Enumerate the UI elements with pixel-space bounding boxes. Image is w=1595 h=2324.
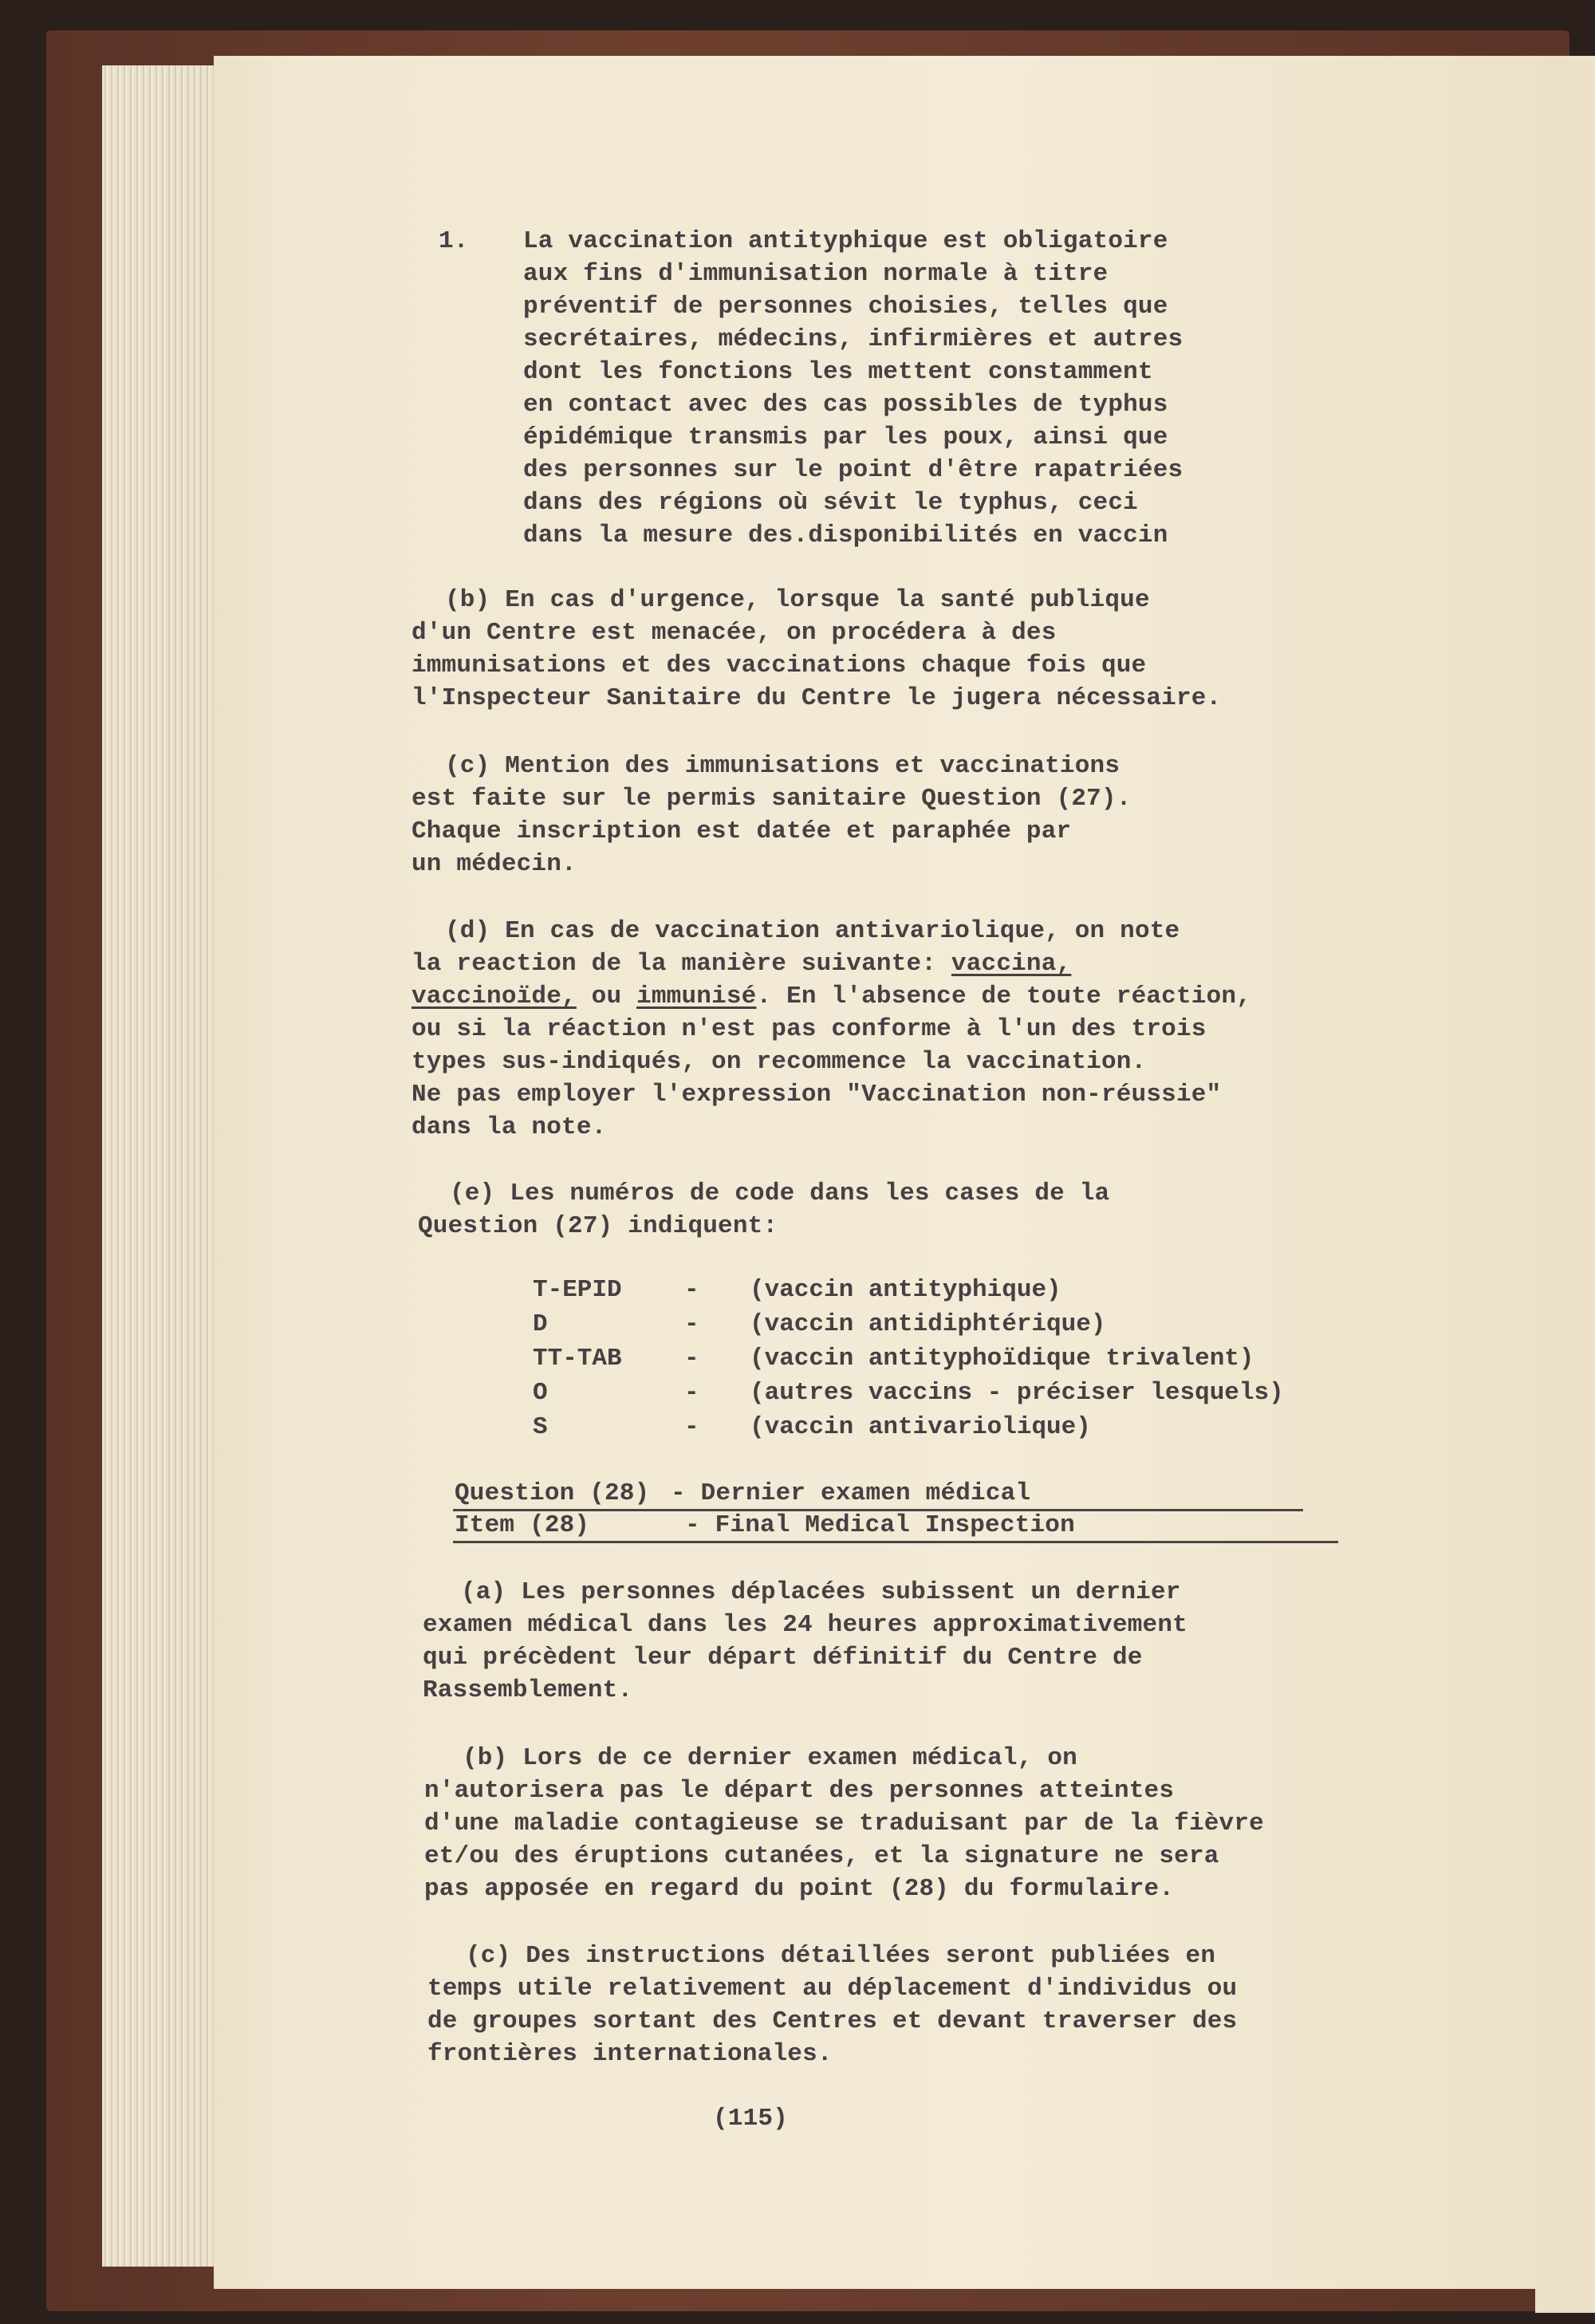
q28-b-line: et/ou des éruptions cutanées, et la signature ne sera (424, 1842, 1219, 1870)
item1-line: dont les fonctions les mettent constamment (523, 358, 1153, 386)
item1-line: dans la mesure des.disponibilités en vaccin (523, 522, 1168, 549)
para-d-line: ou si la réaction n'est pas conforme à l'un des trois (412, 1015, 1207, 1043)
code-dash: - (684, 1310, 699, 1338)
para-d-text: la reaction de la manière suivante: (412, 950, 951, 978)
para-b-line: immunisations et des vaccinations chaque fois que (412, 652, 1147, 679)
code-dash: - (684, 1413, 699, 1441)
para-d-line: types sus-indiqués, on recommence la vaccination. (412, 1048, 1147, 1076)
code-label: O (533, 1379, 548, 1407)
para-d-text: ou (576, 983, 637, 1010)
code-label: D (533, 1310, 548, 1338)
q28-a-line: examen médical dans les 24 heures approximativement (423, 1611, 1187, 1639)
para-e-line: Question (27) indiquent: (418, 1212, 778, 1240)
code-description: (vaccin antityphique) (750, 1276, 1061, 1304)
code-description: (vaccin antidiphtérique) (750, 1310, 1106, 1338)
q28-c-line: (c) Des instructions détaillées seront publiées en (466, 1942, 1216, 1970)
heading-en-title: - Final Medical Inspection (685, 1511, 1075, 1539)
code-dash: - (684, 1379, 699, 1407)
term-vaccina: vaccina, (951, 950, 1072, 978)
item1-line: dans des régions où sévit le typhus, ceci (523, 489, 1138, 517)
para-d-line (412, 980, 1251, 1014)
item1-line: préventif de personnes choisies, telles que (523, 293, 1168, 321)
para-b-line: (b) En cas d'urgence, lorsque la santé publique (445, 586, 1150, 614)
item1-line: en contact avec des cas possibles de typhus (523, 391, 1168, 419)
code-description: (vaccin antityphoïdique trivalent) (750, 1345, 1254, 1373)
q28-b-line: d'une maladie contagieuse se traduisant par de la fièvre (424, 1810, 1264, 1838)
facing-page-edge (1535, 56, 1595, 2313)
para-d-line: Ne pas employer l'expression "Vaccination non-réussie" (412, 1081, 1222, 1109)
term-immunise: immunisé (636, 983, 757, 1010)
code-dash: - (684, 1276, 699, 1304)
code-label: TT-TAB (533, 1345, 622, 1373)
para-e-line: (e) Les numéros de code dans les cases de la (450, 1180, 1110, 1207)
item1-line: secrétaires, médecins, infirmières et autres (523, 325, 1183, 353)
para-c-line: un médecin. (412, 850, 577, 878)
para-d-text: . En l'absence de toute réaction, (756, 983, 1251, 1010)
item1-line: aux fins d'immunisation normale à titre (523, 260, 1109, 288)
para-c-line: (c) Mention des immunisations et vaccinations (445, 752, 1120, 780)
q28-c-line: frontières internationales. (427, 2040, 833, 2068)
q28-a-line: (a) Les personnes déplacées subissent un dernier (461, 1578, 1181, 1606)
para-b-line: d'un Centre est menacée, on procédera à des (412, 619, 1057, 647)
q28-c-line: temps utile relativement au déplacement d'individus ou (427, 1975, 1238, 2003)
item1-line: La vaccination antityphique est obligatoire (523, 227, 1168, 255)
code-label: T-EPID (533, 1276, 622, 1304)
term-vaccinoide: vaccinoïde, (412, 983, 577, 1010)
item1-number: 1. (439, 227, 469, 255)
page-edges (102, 65, 230, 2267)
heading-fr-title: - Dernier examen médical (671, 1479, 1031, 1507)
code-dash: - (684, 1345, 699, 1373)
para-c-line: est faite sur le permis sanitaire Question (27). (412, 785, 1132, 813)
page-number: (115) (713, 2105, 789, 2133)
item1-line: des personnes sur le point d'être rapatriées (523, 456, 1183, 484)
q28-b-line: pas apposée en regard du point (28) du formulaire. (424, 1875, 1175, 1903)
item1-line: épidémique transmis par les poux, ainsi que (523, 423, 1168, 451)
heading-rule (453, 1541, 1338, 1543)
q28-b-line: n'autorisera pas le départ des personnes atteintes (424, 1777, 1175, 1805)
q28-b-line: (b) Lors de ce dernier examen médical, on (463, 1744, 1077, 1772)
para-d-line (412, 947, 1071, 981)
code-description: (autres vaccins - préciser lesquels) (750, 1379, 1284, 1407)
heading-fr-question: Question (28) (455, 1479, 650, 1507)
code-description: (vaccin antivariolique) (750, 1413, 1091, 1441)
q28-a-line: qui précèdent leur départ définitif du Centre de (423, 1644, 1143, 1672)
q28-a-line: Rassemblement. (423, 1676, 633, 1704)
para-d-line: dans la note. (412, 1113, 607, 1141)
book-page (214, 56, 1538, 2289)
para-b-line: l'Inspecteur Sanitaire du Centre le jugera nécessaire. (412, 684, 1222, 712)
heading-en-item: Item (28) (455, 1511, 590, 1539)
q28-c-line: de groupes sortant des Centres et devant traverser des (427, 2007, 1238, 2035)
para-d-line: (d) En cas de vaccination antivariolique, on note (445, 917, 1180, 945)
code-label: S (533, 1413, 548, 1441)
para-c-line: Chaque inscription est datée et paraphée par (412, 817, 1072, 845)
